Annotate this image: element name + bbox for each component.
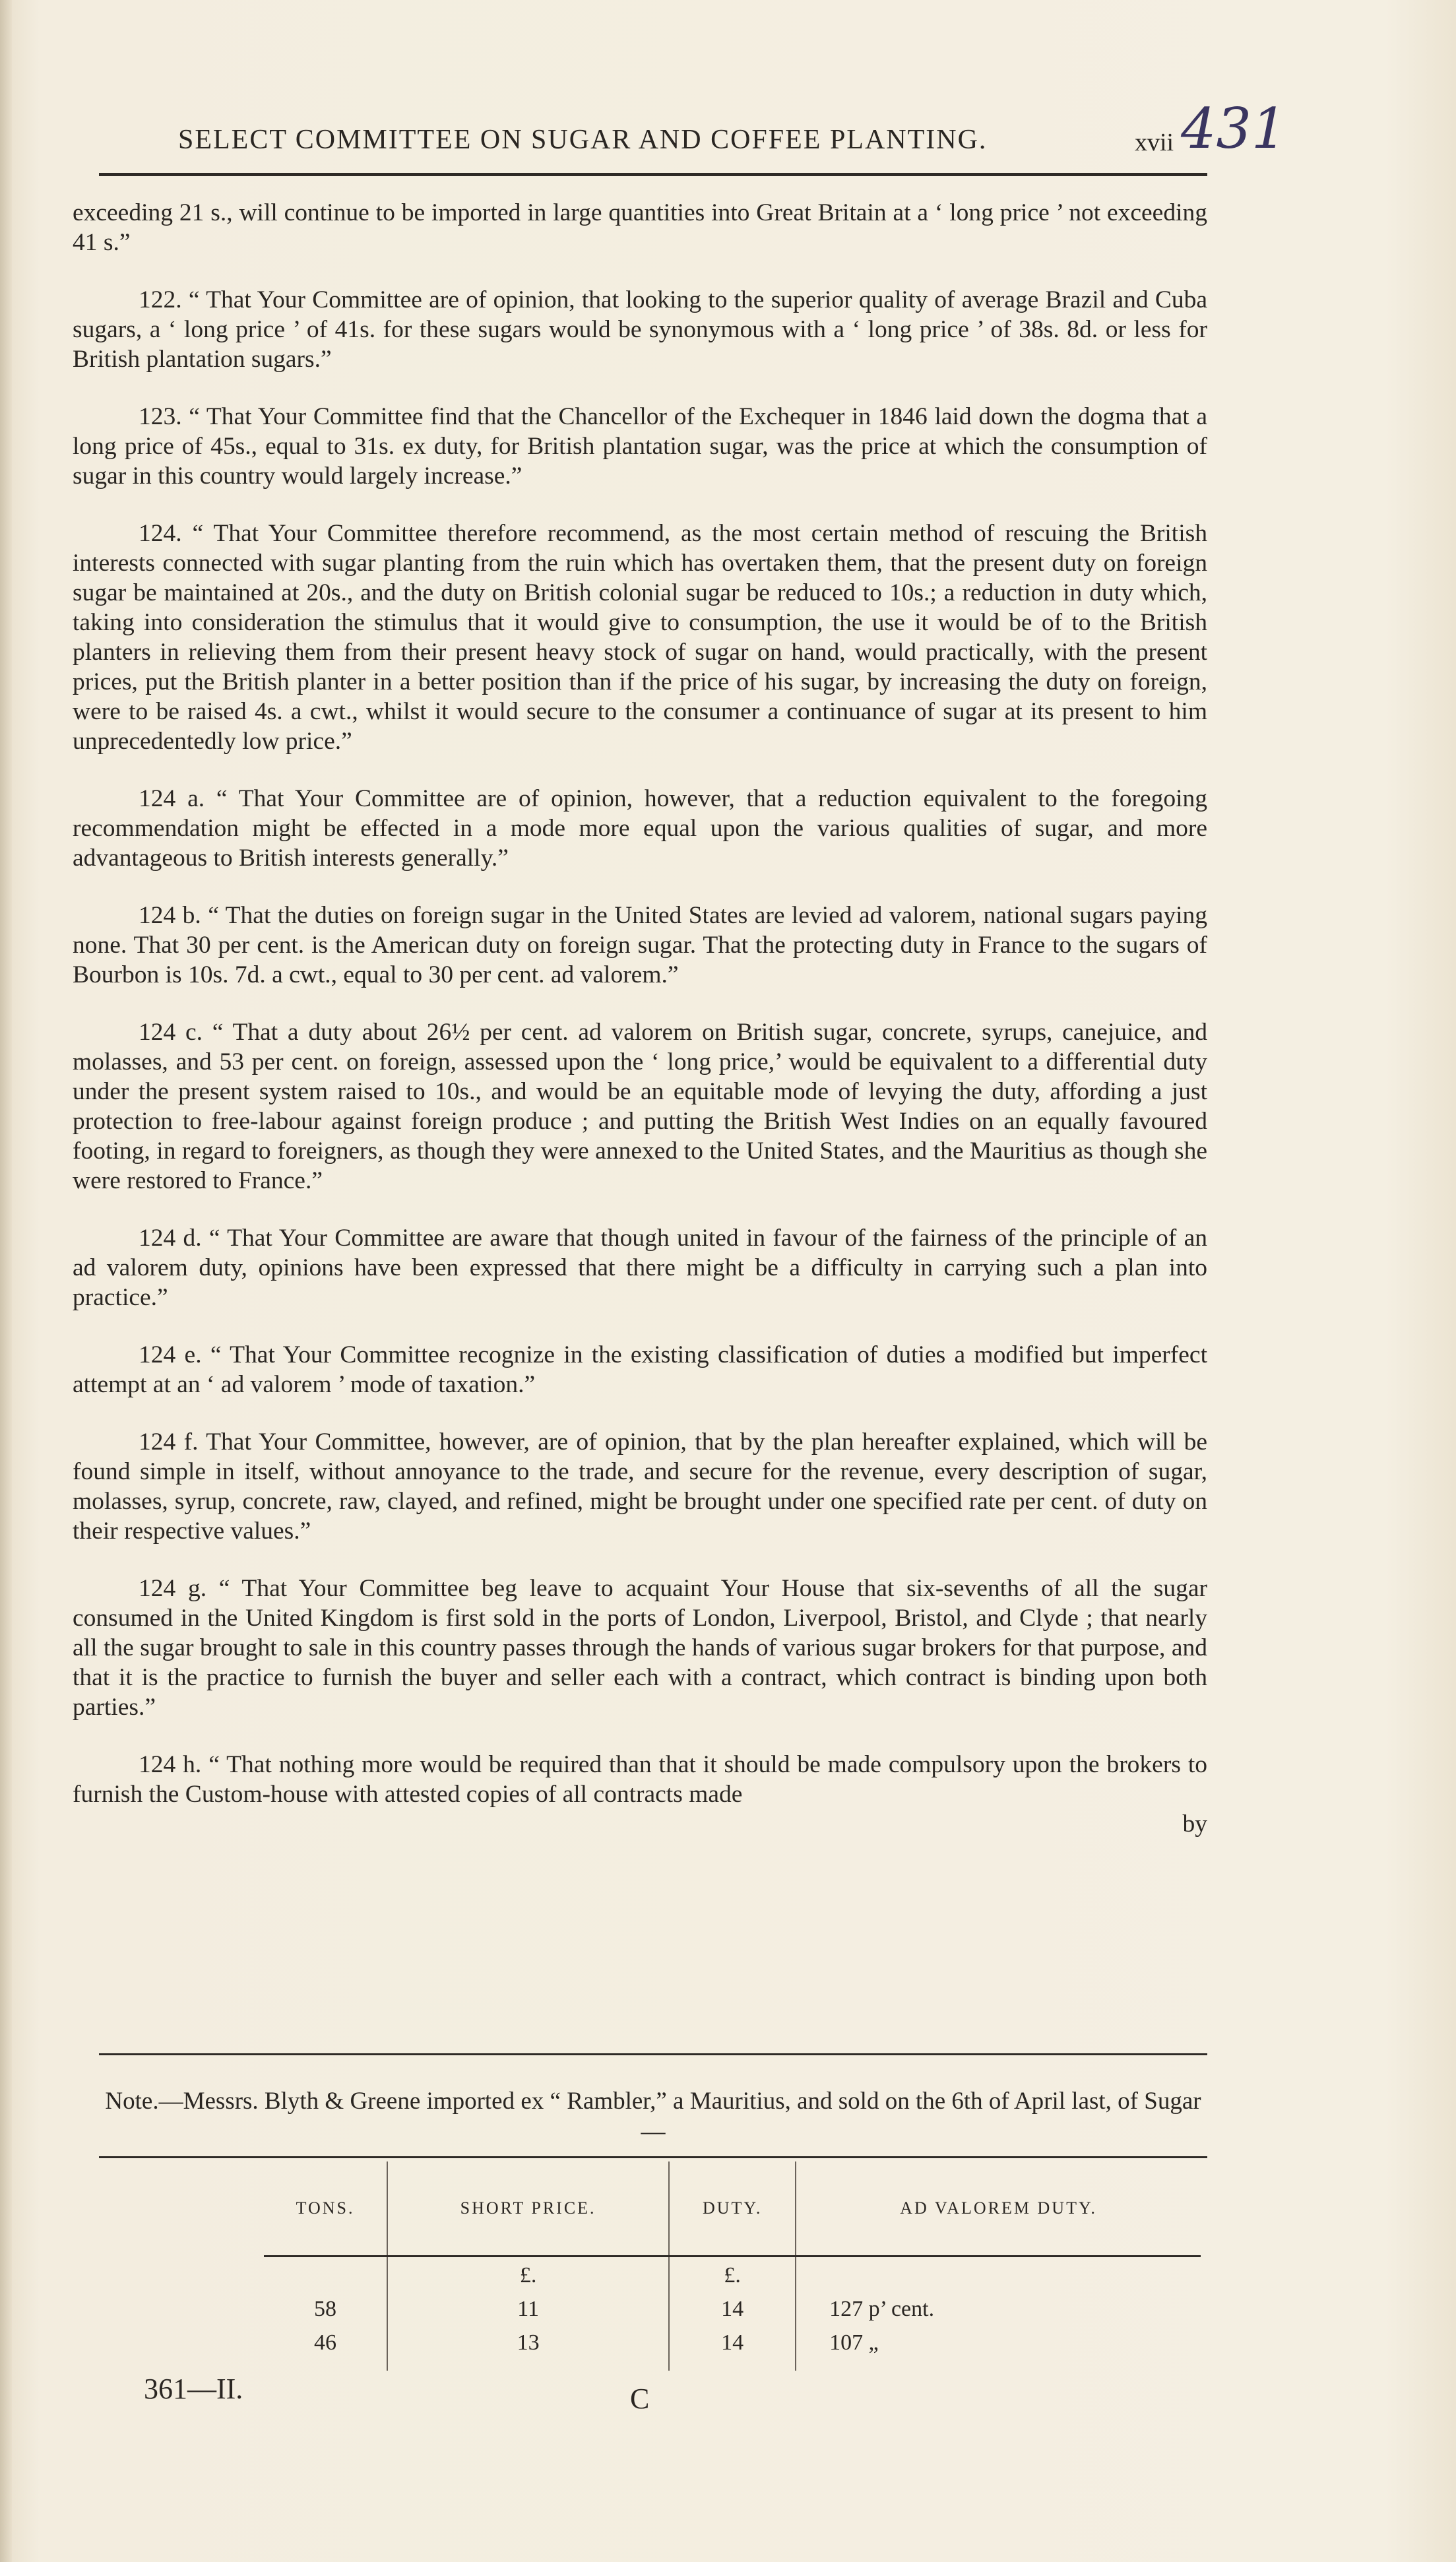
table-cell: 13	[387, 2324, 669, 2371]
table-row	[264, 2324, 1201, 2371]
paragraph-124g: 124 g. “ That Your Committee beg leave to acquaint Your House that six-sevenths of all the sugar consumed in the United Kingdom is first sold in the ports of London, Liverpool, Bristol, and Clyde ; that nearly all the sugar brought to sale in this country passes through the hands of various sugar brokers for that purpose, and that it is the practice to furnish the buyer and seller each with a contract, which contract is binding upon both parties.”	[73, 1575, 1207, 1721]
paragraph-124d: 124 d. “ That Your Committee are aware that though united in favour of the fairness of the principle of an ad valorem duty, opinions have been expressed that there might be a difficulty in carrying such a plan into practice.”	[73, 1225, 1207, 1311]
binding-edge	[0, 0, 12, 2562]
catchword: by	[1182, 1810, 1207, 1838]
header-rule	[99, 173, 1207, 176]
paragraph-124h: 124 h. “ That nothing more would be required than that it should be made compulsory upon the brokers to furnish the Custom-house with attested copies of all contracts made	[73, 1751, 1207, 1808]
table-cell: 14	[669, 2291, 796, 2324]
table-cell: 127 p’ cent.	[829, 2297, 935, 2321]
duty-table	[264, 2162, 1201, 2371]
signature-mark: C	[630, 2383, 650, 2415]
roman-page-number: xvii	[1135, 129, 1174, 156]
paragraph-124f: 124 f. That Your Committee, however, are of opinion, that by the plan hereafter explained, which will be found simple in itself, without annoyance to the trade, and secure for the revenue, every description of sugar, molasses, syrup, concrete, raw, clayed, and refined, might be brought under one specified rate per cent. of duty on their respective values.”	[73, 1428, 1207, 1545]
table-cell: £.	[387, 2257, 669, 2291]
sessional-paper-number: 361—II.	[144, 2373, 243, 2405]
paragraph-124a: 124 a. “ That Your Committee are of opinion, however, that a reduction equivalent to the foregoing recommendation might be effected in a mode more equal upon the various qualities of sugar, and more advantageous to British interests generally.”	[73, 785, 1207, 872]
table-cell: £.	[669, 2257, 796, 2291]
running-header	[99, 96, 1339, 170]
table-top-rule	[99, 2156, 1207, 2158]
paragraph-124c: 124 c. “ That a duty about 26½ per cent. ad valorem on British sugar, concrete, syrups, canejuice, and molasses, and 53 per cent. on foreign, assessed upon the ‘ long price,’ would be equivalent to a differential duty under the present system raised to 10s., and would be an equitable mode of levying the duty, affording a just protection to free-labour against foreign produce ; and putting the British West Indies on an equally favoured footing, in regard to foreigners, as though they were annexed to the United States, and the Mauritius as though she were restored to France.”	[73, 1019, 1207, 1194]
table-cell: 11	[387, 2291, 669, 2324]
column-header-ad-valorem: AD VALOREM DUTY.	[796, 2162, 1201, 2257]
column-header-tons: TONS.	[264, 2162, 387, 2257]
column-header-duty: DUTY.	[669, 2162, 796, 2257]
table-cell: 107 „	[829, 2330, 879, 2355]
paragraph-124: 124. “ That Your Committee therefore recommend, as the most certain method of rescuing the British interests connected with sugar planting from the ruin which has overtaken them, that the present duty on foreign sugar be maintained at 20s., and the duty on British colonial sugar be reduced to 10s.; a reduction in duty which, taking into consideration the stimulus that it would give to consumption, the use it would be of to the British planters in relieving them from their present heavy stock of sugar on hand, would practically, with the present prices, put the British planter in a better position than if the price of his sugar, by increasing the duty on foreign, were to be raised 4s. a cwt., whilst it would secure to the consumer a continuance of sugar at its present to him unprecedentedly low price.”	[73, 520, 1207, 755]
table-cell: 58	[264, 2291, 387, 2324]
paragraph-123: 123. “ That Your Committee find that the Chancellor of the Exchequer in 1846 laid down the dogma that a long price of 45s., equal to 31s. ex duty, for British plantation sugar, was the price at which the consumption of sugar in this country would largely increase.”	[73, 403, 1207, 490]
column-header-short-price: SHORT PRICE.	[387, 2162, 669, 2257]
paragraph-122: 122. “ That Your Committee are of opinion, that looking to the superior quality of average Brazil and Cuba sugars, a ‘ long price ’ of 41s. for these sugars would be synonymous with a ‘ long price ’ of 38s. 8d. or less for British plantation sugars.”	[73, 286, 1207, 373]
footnote-text: Note.—Messrs. Blyth & Greene imported ex “ Rambler,” a Mauritius, and sold on the 6th of April last, of Sugar—	[105, 2088, 1201, 2145]
paragraph-124e: 124 e. “ That Your Committee recognize in the existing classification of duties a modified but imperfect attempt at an ‘ ad valorem ’ mode of taxation.”	[73, 1341, 1207, 1398]
footnote-rule	[99, 2053, 1207, 2055]
paragraph-124b: 124 b. “ That the duties on foreign sugar in the United States are levied ad valorem, national sugars paying none. That 30 per cent. is the American duty on foreign sugar. That the protecting duty in France to the sugars of Bourbon is 10s. 7d. a cwt., equal to 30 per cent. ad valorem.”	[73, 902, 1207, 988]
table-cell	[796, 2257, 1201, 2291]
handwritten-folio-number: 431	[1181, 96, 1287, 161]
body-text	[73, 198, 1207, 1839]
table-units-row	[264, 2257, 1201, 2291]
table-cell: 46	[264, 2324, 387, 2371]
paragraph-continuation: exceeding 21 s., will continue to be imported in large quantities into Great Britain at a ‘ long price ’ not exceeding 41 s.”	[73, 199, 1207, 256]
table-cell	[264, 2257, 387, 2291]
table-cell: 14	[669, 2324, 796, 2371]
table-row	[264, 2291, 1201, 2324]
running-title: SELECT COMMITTEE ON SUGAR AND COFFEE PLANTING.	[178, 125, 988, 155]
